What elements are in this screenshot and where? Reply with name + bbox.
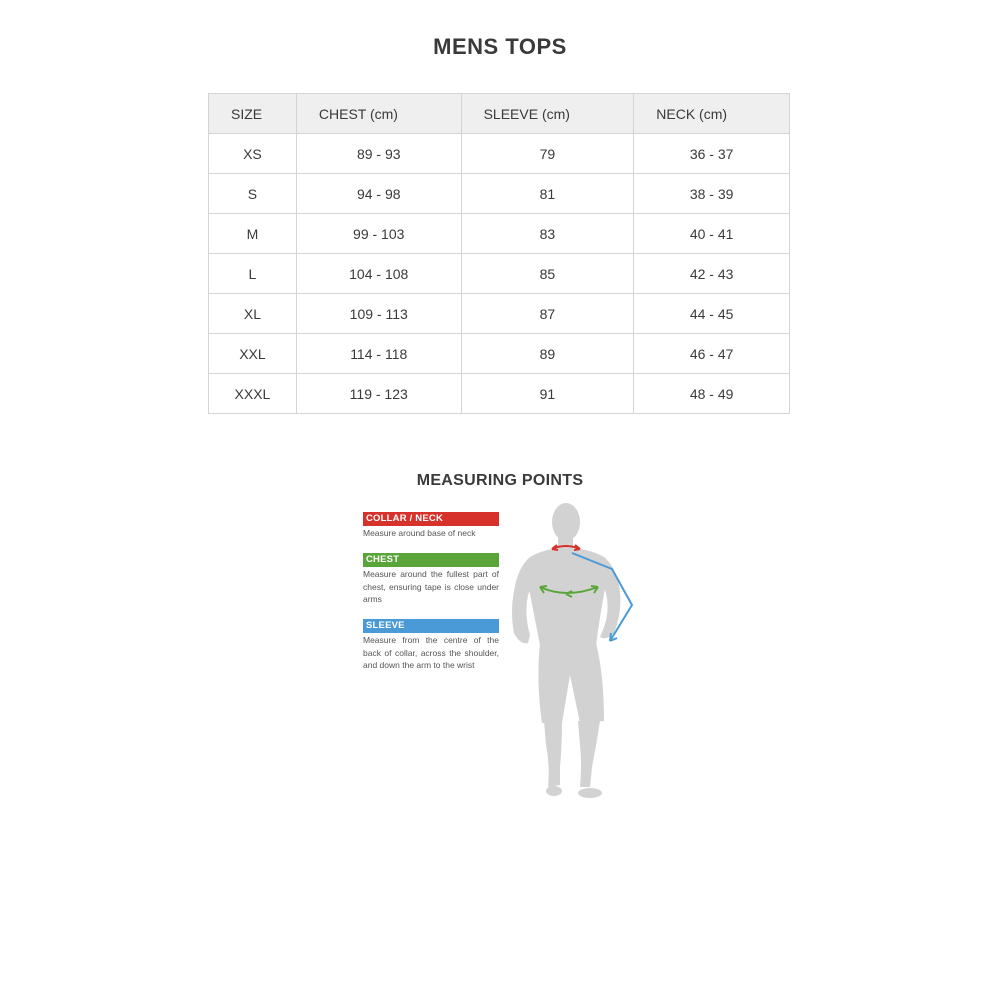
cell-neck: 42 - 43 xyxy=(634,254,790,294)
cell-size: XXL xyxy=(209,334,297,374)
header-size: SIZE xyxy=(209,94,297,134)
cell-sleeve: 91 xyxy=(461,374,634,414)
cell-chest: 114 - 118 xyxy=(296,334,461,374)
cell-neck: 38 - 39 xyxy=(634,174,790,214)
table-header-row xyxy=(209,94,790,134)
cell-sleeve: 89 xyxy=(461,334,634,374)
legend-collar-label: COLLAR / NECK xyxy=(363,512,499,526)
legend-chest xyxy=(363,553,499,606)
cell-neck: 44 - 45 xyxy=(634,294,790,334)
cell-chest: 94 - 98 xyxy=(296,174,461,214)
cell-chest: 109 - 113 xyxy=(296,294,461,334)
legend-collar-desc: Measure around base of neck xyxy=(363,528,476,538)
table-row xyxy=(209,134,790,174)
legend-chest-label: CHEST xyxy=(363,553,499,567)
header-chest: CHEST (cm) xyxy=(296,94,461,134)
legend-sleeve xyxy=(363,619,499,672)
cell-neck: 36 - 37 xyxy=(634,134,790,174)
page-title: MENS TOPS xyxy=(433,34,567,59)
cell-size: XL xyxy=(209,294,297,334)
cell-sleeve: 83 xyxy=(461,214,634,254)
table-row xyxy=(209,374,790,414)
table-row xyxy=(209,214,790,254)
cell-size: S xyxy=(209,174,297,214)
cell-chest: 104 - 108 xyxy=(296,254,461,294)
table-row xyxy=(209,254,790,294)
cell-sleeve: 85 xyxy=(461,254,634,294)
legend-sleeve-label: SLEEVE xyxy=(363,619,499,633)
legend-chest-desc: Measure around the fullest part of chest, ensuring tape is close under arms xyxy=(363,569,499,605)
cell-neck: 48 - 49 xyxy=(634,374,790,414)
legend-sleeve-desc: Measure from the centre of the back of collar, across the shoulder, and down the arm to the wrist xyxy=(363,635,499,671)
cell-sleeve: 87 xyxy=(461,294,634,334)
table-row xyxy=(209,174,790,214)
legend-collar xyxy=(363,512,499,540)
cell-size: XXXL xyxy=(209,374,297,414)
cell-chest: 89 - 93 xyxy=(296,134,461,174)
cell-neck: 40 - 41 xyxy=(634,214,790,254)
cell-chest: 119 - 123 xyxy=(296,374,461,414)
table-row xyxy=(209,294,790,334)
cell-chest: 99 - 103 xyxy=(296,214,461,254)
cell-size: XS xyxy=(209,134,297,174)
human-silhouette-icon xyxy=(500,495,650,805)
cell-sleeve: 79 xyxy=(461,134,634,174)
header-sleeve: SLEEVE (cm) xyxy=(461,94,634,134)
cell-sleeve: 81 xyxy=(461,174,634,214)
measuring-points-title: MEASURING POINTS xyxy=(416,472,584,489)
size-chart-table xyxy=(208,93,790,414)
cell-size: M xyxy=(209,214,297,254)
header-neck: NECK (cm) xyxy=(634,94,790,134)
cell-neck: 46 - 47 xyxy=(634,334,790,374)
cell-size: L xyxy=(209,254,297,294)
table-row xyxy=(209,334,790,374)
